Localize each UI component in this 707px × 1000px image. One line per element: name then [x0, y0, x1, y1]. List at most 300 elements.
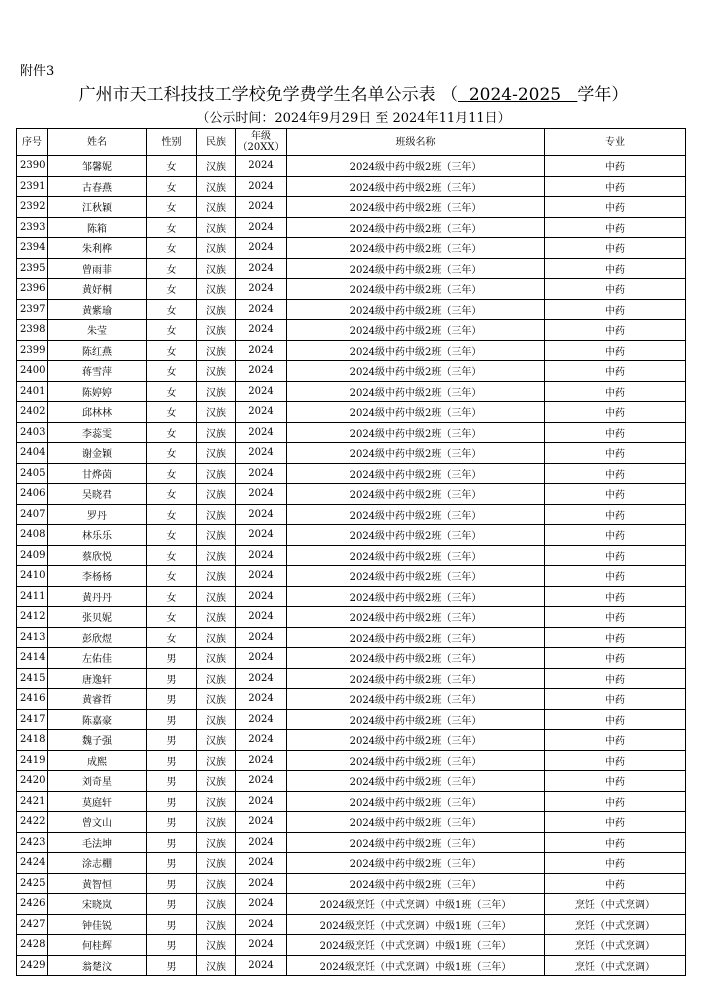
- cell-ethnicity: 汉族: [197, 586, 236, 607]
- cell-grade: 2024: [236, 525, 287, 546]
- cell-seq: 2396: [17, 279, 48, 300]
- cell-name: 谢金颖: [48, 443, 147, 464]
- cell-class: 2024级中药中级2班（三年）: [287, 627, 545, 648]
- cell-seq: 2419: [17, 750, 48, 771]
- cell-class: 2024级中药中级2班（三年）: [287, 873, 545, 894]
- cell-ethnicity: 汉族: [197, 525, 236, 546]
- cell-gender: 女: [147, 217, 197, 238]
- table-header-row: [17, 129, 686, 156]
- table-row: [17, 197, 686, 218]
- cell-major: 中药: [545, 545, 686, 566]
- cell-seq: 2390: [17, 156, 48, 177]
- cell-grade: 2024: [236, 422, 287, 443]
- cell-major: 中药: [545, 586, 686, 607]
- table-row: [17, 238, 686, 259]
- cell-name: 吴晓君: [48, 484, 147, 505]
- cell-gender: 女: [147, 627, 197, 648]
- cell-gender: 男: [147, 709, 197, 730]
- cell-name: 黄丹丹: [48, 586, 147, 607]
- table-row: [17, 935, 686, 956]
- table-body: [17, 156, 686, 976]
- cell-seq: 2421: [17, 791, 48, 812]
- cell-gender: 男: [147, 668, 197, 689]
- cell-major: 中药: [545, 258, 686, 279]
- cell-grade: 2024: [236, 238, 287, 259]
- cell-major: 中药: [545, 484, 686, 505]
- cell-name: 成熙: [48, 750, 147, 771]
- table-row: [17, 525, 686, 546]
- header-gender: 性别: [147, 129, 197, 156]
- cell-seq: 2420: [17, 771, 48, 792]
- cell-name: 魏子强: [48, 730, 147, 751]
- table-row: [17, 607, 686, 628]
- cell-grade: 2024: [236, 279, 287, 300]
- cell-seq: 2399: [17, 340, 48, 361]
- cell-ethnicity: 汉族: [197, 730, 236, 751]
- cell-grade: 2024: [236, 955, 287, 976]
- cell-major: 中药: [545, 627, 686, 648]
- cell-major: 中药: [545, 812, 686, 833]
- cell-ethnicity: 汉族: [197, 791, 236, 812]
- student-table: [16, 128, 686, 976]
- cell-class: 2024级中药中级2班（三年）: [287, 217, 545, 238]
- cell-major: 烹饪（中式烹调）: [545, 935, 686, 956]
- cell-major: 烹饪（中式烹调）: [545, 955, 686, 976]
- cell-grade: 2024: [236, 730, 287, 751]
- cell-class: 2024级烹饪（中式烹调）中级1班（三年）: [287, 894, 545, 915]
- cell-gender: 女: [147, 381, 197, 402]
- cell-seq: 2424: [17, 853, 48, 874]
- cell-name: 毛法坤: [48, 832, 147, 853]
- cell-seq: 2427: [17, 914, 48, 935]
- cell-ethnicity: 汉族: [197, 873, 236, 894]
- cell-gender: 女: [147, 443, 197, 464]
- cell-name: 邹馨妮: [48, 156, 147, 177]
- cell-class: 2024级中药中级2班（三年）: [287, 566, 545, 587]
- cell-major: 中药: [545, 422, 686, 443]
- cell-gender: 女: [147, 566, 197, 587]
- cell-name: 涂志棚: [48, 853, 147, 874]
- cell-class: 2024级中药中级2班（三年）: [287, 197, 545, 218]
- cell-ethnicity: 汉族: [197, 955, 236, 976]
- cell-ethnicity: 汉族: [197, 566, 236, 587]
- cell-gender: 女: [147, 586, 197, 607]
- cell-major: 中药: [545, 156, 686, 177]
- cell-grade: 2024: [236, 668, 287, 689]
- cell-grade: 2024: [236, 545, 287, 566]
- cell-class: 2024级中药中级2班（三年）: [287, 730, 545, 751]
- cell-major: 中药: [545, 402, 686, 423]
- cell-major: 中药: [545, 648, 686, 669]
- cell-grade: 2024: [236, 853, 287, 874]
- cell-class: 2024级中药中级2班（三年）: [287, 443, 545, 464]
- cell-ethnicity: 汉族: [197, 504, 236, 525]
- cell-gender: 女: [147, 340, 197, 361]
- cell-name: 黄紫瑜: [48, 299, 147, 320]
- cell-class: 2024级中药中级2班（三年）: [287, 689, 545, 710]
- cell-gender: 女: [147, 484, 197, 505]
- table-row: [17, 627, 686, 648]
- title-suffix: 学年）: [577, 85, 629, 105]
- cell-class: 2024级中药中级2班（三年）: [287, 525, 545, 546]
- cell-class: 2024级中药中级2班（三年）: [287, 238, 545, 259]
- cell-grade: 2024: [236, 791, 287, 812]
- cell-ethnicity: 汉族: [197, 914, 236, 935]
- cell-grade: 2024: [236, 627, 287, 648]
- cell-grade: 2024: [236, 443, 287, 464]
- cell-seq: 2394: [17, 238, 48, 259]
- cell-name: 陈箱: [48, 217, 147, 238]
- cell-ethnicity: 汉族: [197, 217, 236, 238]
- cell-grade: 2024: [236, 689, 287, 710]
- cell-ethnicity: 汉族: [197, 340, 236, 361]
- cell-grade: 2024: [236, 156, 287, 177]
- cell-name: 唐逸轩: [48, 668, 147, 689]
- cell-seq: 2411: [17, 586, 48, 607]
- cell-name: 黄智恒: [48, 873, 147, 894]
- table-row: [17, 279, 686, 300]
- table-row: [17, 894, 686, 915]
- cell-grade: 2024: [236, 586, 287, 607]
- cell-major: 中药: [545, 238, 686, 259]
- cell-seq: 2402: [17, 402, 48, 423]
- cell-seq: 2403: [17, 422, 48, 443]
- cell-seq: 2401: [17, 381, 48, 402]
- cell-class: 2024级中药中级2班（三年）: [287, 853, 545, 874]
- cell-class: 2024级中药中级2班（三年）: [287, 832, 545, 853]
- cell-grade: 2024: [236, 894, 287, 915]
- cell-seq: 2400: [17, 361, 48, 382]
- cell-grade: 2024: [236, 484, 287, 505]
- cell-seq: 2426: [17, 894, 48, 915]
- table-row: [17, 586, 686, 607]
- cell-name: 陈婷婷: [48, 381, 147, 402]
- cell-name: 蔡欣悦: [48, 545, 147, 566]
- cell-grade: 2024: [236, 340, 287, 361]
- cell-name: 何桂辉: [48, 935, 147, 956]
- cell-class: 2024级中药中级2班（三年）: [287, 771, 545, 792]
- header-ethnicity: 民族: [197, 129, 236, 156]
- cell-major: 中药: [545, 176, 686, 197]
- cell-ethnicity: 汉族: [197, 668, 236, 689]
- cell-major: 中药: [545, 504, 686, 525]
- cell-class: 2024级中药中级2班（三年）: [287, 545, 545, 566]
- cell-gender: 女: [147, 504, 197, 525]
- cell-ethnicity: 汉族: [197, 689, 236, 710]
- cell-ethnicity: 汉族: [197, 853, 236, 874]
- table-row: [17, 176, 686, 197]
- table-row: [17, 689, 686, 710]
- cell-gender: 男: [147, 914, 197, 935]
- table-row: [17, 381, 686, 402]
- header-seq: 序号: [17, 129, 48, 156]
- cell-ethnicity: 汉族: [197, 894, 236, 915]
- cell-seq: 2395: [17, 258, 48, 279]
- cell-name: 罗丹: [48, 504, 147, 525]
- cell-seq: 2425: [17, 873, 48, 894]
- cell-ethnicity: 汉族: [197, 648, 236, 669]
- cell-major: 中药: [545, 668, 686, 689]
- cell-class: 2024级中药中级2班（三年）: [287, 648, 545, 669]
- cell-ethnicity: 汉族: [197, 402, 236, 423]
- cell-class: 2024级中药中级2班（三年）: [287, 361, 545, 382]
- cell-name: 李蕊雯: [48, 422, 147, 443]
- cell-seq: 2407: [17, 504, 48, 525]
- cell-major: 中药: [545, 525, 686, 546]
- cell-class: 2024级烹饪（中式烹调）中级1班（三年）: [287, 955, 545, 976]
- cell-major: 中药: [545, 463, 686, 484]
- cell-gender: 男: [147, 730, 197, 751]
- cell-name: 彭欣煜: [48, 627, 147, 648]
- table-row: [17, 443, 686, 464]
- cell-class: 2024级中药中级2班（三年）: [287, 320, 545, 341]
- cell-major: 烹饪（中式烹调）: [545, 914, 686, 935]
- cell-major: 中药: [545, 607, 686, 628]
- cell-name: 邱林林: [48, 402, 147, 423]
- cell-major: 中药: [545, 381, 686, 402]
- cell-name: 黄妤桐: [48, 279, 147, 300]
- cell-grade: 2024: [236, 873, 287, 894]
- cell-class: 2024级中药中级2班（三年）: [287, 463, 545, 484]
- cell-grade: 2024: [236, 648, 287, 669]
- table-row: [17, 422, 686, 443]
- cell-class: 2024级烹饪（中式烹调）中级1班（三年）: [287, 935, 545, 956]
- table-row: [17, 832, 686, 853]
- cell-ethnicity: 汉族: [197, 381, 236, 402]
- cell-grade: 2024: [236, 504, 287, 525]
- cell-major: 中药: [545, 853, 686, 874]
- cell-gender: 女: [147, 299, 197, 320]
- cell-name: 蒋雪萍: [48, 361, 147, 382]
- cell-seq: 2397: [17, 299, 48, 320]
- publicity-period: （公示时间：2024年9月29日 至 2024年11月11日）: [196, 111, 511, 126]
- cell-seq: 2429: [17, 955, 48, 976]
- cell-class: 2024级中药中级2班（三年）: [287, 279, 545, 300]
- cell-class: 2024级中药中级2班（三年）: [287, 504, 545, 525]
- table-row: [17, 156, 686, 177]
- cell-major: 中药: [545, 443, 686, 464]
- cell-gender: 男: [147, 853, 197, 874]
- cell-name: 张贝妮: [48, 607, 147, 628]
- cell-class: 2024级中药中级2班（三年）: [287, 340, 545, 361]
- cell-gender: 男: [147, 955, 197, 976]
- table-row: [17, 299, 686, 320]
- cell-grade: 2024: [236, 914, 287, 935]
- cell-grade: 2024: [236, 812, 287, 833]
- cell-name: 左佑佳: [48, 648, 147, 669]
- table-row: [17, 463, 686, 484]
- cell-seq: 2392: [17, 197, 48, 218]
- cell-class: 2024级中药中级2班（三年）: [287, 607, 545, 628]
- cell-ethnicity: 汉族: [197, 258, 236, 279]
- cell-name: 刘奇星: [48, 771, 147, 792]
- cell-gender: 女: [147, 176, 197, 197]
- cell-gender: 女: [147, 197, 197, 218]
- cell-grade: 2024: [236, 217, 287, 238]
- table-row: [17, 648, 686, 669]
- table-row: [17, 791, 686, 812]
- cell-major: 中药: [545, 689, 686, 710]
- cell-name: 朱莹: [48, 320, 147, 341]
- cell-ethnicity: 汉族: [197, 771, 236, 792]
- cell-class: 2024级烹饪（中式烹调）中级1班（三年）: [287, 914, 545, 935]
- cell-name: 林乐乐: [48, 525, 147, 546]
- cell-gender: 女: [147, 279, 197, 300]
- cell-gender: 男: [147, 791, 197, 812]
- attachment-label: 附件3: [20, 64, 55, 79]
- cell-name: 钟佳锐: [48, 914, 147, 935]
- cell-grade: 2024: [236, 320, 287, 341]
- cell-gender: 女: [147, 607, 197, 628]
- cell-major: 中药: [545, 340, 686, 361]
- cell-ethnicity: 汉族: [197, 627, 236, 648]
- cell-name: 莫庭轩: [48, 791, 147, 812]
- cell-gender: 女: [147, 361, 197, 382]
- cell-name: 古春燕: [48, 176, 147, 197]
- cell-seq: 2410: [17, 566, 48, 587]
- cell-seq: 2413: [17, 627, 48, 648]
- cell-class: 2024级中药中级2班（三年）: [287, 299, 545, 320]
- cell-gender: 男: [147, 648, 197, 669]
- cell-major: 中药: [545, 771, 686, 792]
- table-row: [17, 258, 686, 279]
- header-major: 专业: [545, 129, 686, 156]
- cell-gender: 男: [147, 873, 197, 894]
- cell-gender: 男: [147, 771, 197, 792]
- cell-gender: 女: [147, 422, 197, 443]
- title-year: 2024-2025: [458, 85, 578, 105]
- cell-grade: 2024: [236, 299, 287, 320]
- cell-ethnicity: 汉族: [197, 463, 236, 484]
- cell-ethnicity: 汉族: [197, 935, 236, 956]
- cell-major: 中药: [545, 709, 686, 730]
- cell-gender: 女: [147, 402, 197, 423]
- cell-gender: 男: [147, 832, 197, 853]
- cell-grade: 2024: [236, 750, 287, 771]
- cell-class: 2024级中药中级2班（三年）: [287, 176, 545, 197]
- cell-seq: 2428: [17, 935, 48, 956]
- cell-name: 甘烨茵: [48, 463, 147, 484]
- cell-major: 烹饪（中式烹调）: [545, 894, 686, 915]
- cell-grade: 2024: [236, 771, 287, 792]
- cell-name: 宋晓岚: [48, 894, 147, 915]
- cell-grade: 2024: [236, 176, 287, 197]
- cell-seq: 2405: [17, 463, 48, 484]
- cell-grade: 2024: [236, 935, 287, 956]
- cell-name: 陈嘉豪: [48, 709, 147, 730]
- cell-gender: 女: [147, 320, 197, 341]
- cell-seq: 2412: [17, 607, 48, 628]
- table-row: [17, 361, 686, 382]
- cell-seq: 2404: [17, 443, 48, 464]
- table-row: [17, 340, 686, 361]
- cell-seq: 2414: [17, 648, 48, 669]
- header-grade-line2: （20XX）: [237, 142, 285, 153]
- cell-ethnicity: 汉族: [197, 750, 236, 771]
- table-row: [17, 320, 686, 341]
- cell-grade: 2024: [236, 607, 287, 628]
- table-row: [17, 504, 686, 525]
- cell-grade: 2024: [236, 566, 287, 587]
- cell-seq: 2406: [17, 484, 48, 505]
- table-row: [17, 812, 686, 833]
- cell-class: 2024级中药中级2班（三年）: [287, 422, 545, 443]
- cell-grade: 2024: [236, 832, 287, 853]
- cell-ethnicity: 汉族: [197, 832, 236, 853]
- cell-gender: 男: [147, 935, 197, 956]
- cell-name: 黄睿哲: [48, 689, 147, 710]
- cell-ethnicity: 汉族: [197, 422, 236, 443]
- cell-class: 2024级中药中级2班（三年）: [287, 812, 545, 833]
- cell-name: 曾文山: [48, 812, 147, 833]
- cell-major: 中药: [545, 791, 686, 812]
- cell-class: 2024级中药中级2班（三年）: [287, 381, 545, 402]
- cell-ethnicity: 汉族: [197, 176, 236, 197]
- cell-ethnicity: 汉族: [197, 607, 236, 628]
- cell-grade: 2024: [236, 361, 287, 382]
- cell-class: 2024级中药中级2班（三年）: [287, 750, 545, 771]
- page-title: [0, 80, 707, 105]
- table-row: [17, 873, 686, 894]
- cell-class: 2024级中药中级2班（三年）: [287, 402, 545, 423]
- cell-major: 中药: [545, 730, 686, 751]
- table-row: [17, 955, 686, 976]
- cell-grade: 2024: [236, 402, 287, 423]
- header-name: 姓名: [48, 129, 147, 156]
- header-class: 班级名称: [287, 129, 545, 156]
- cell-major: 中药: [545, 832, 686, 853]
- cell-gender: 女: [147, 545, 197, 566]
- cell-class: 2024级中药中级2班（三年）: [287, 709, 545, 730]
- title-prefix: 广州市天工科技技工学校免学费学生名单公示表 （: [78, 85, 459, 105]
- table-row: [17, 771, 686, 792]
- cell-ethnicity: 汉族: [197, 443, 236, 464]
- cell-name: 陈红燕: [48, 340, 147, 361]
- cell-major: 中药: [545, 361, 686, 382]
- cell-class: 2024级中药中级2班（三年）: [287, 668, 545, 689]
- cell-seq: 2416: [17, 689, 48, 710]
- cell-name: 朱利桦: [48, 238, 147, 259]
- cell-name: 江秋颖: [48, 197, 147, 218]
- cell-ethnicity: 汉族: [197, 320, 236, 341]
- cell-class: 2024级中药中级2班（三年）: [287, 791, 545, 812]
- cell-major: 中药: [545, 197, 686, 218]
- cell-major: 中药: [545, 873, 686, 894]
- cell-class: 2024级中药中级2班（三年）: [287, 156, 545, 177]
- table-row: [17, 730, 686, 751]
- table-row: [17, 750, 686, 771]
- cell-class: 2024级中药中级2班（三年）: [287, 586, 545, 607]
- header-grade-line1: 年级: [251, 131, 271, 142]
- cell-major: 中药: [545, 217, 686, 238]
- cell-ethnicity: 汉族: [197, 279, 236, 300]
- table-row: [17, 217, 686, 238]
- cell-gender: 男: [147, 689, 197, 710]
- table-row: [17, 914, 686, 935]
- header-grade: [236, 129, 287, 156]
- cell-seq: 2398: [17, 320, 48, 341]
- cell-gender: 女: [147, 463, 197, 484]
- cell-seq: 2393: [17, 217, 48, 238]
- cell-ethnicity: 汉族: [197, 545, 236, 566]
- table-row: [17, 545, 686, 566]
- cell-grade: 2024: [236, 463, 287, 484]
- cell-gender: 女: [147, 156, 197, 177]
- cell-gender: 女: [147, 525, 197, 546]
- cell-major: 中药: [545, 279, 686, 300]
- cell-name: 曾雨菲: [48, 258, 147, 279]
- table-row: [17, 668, 686, 689]
